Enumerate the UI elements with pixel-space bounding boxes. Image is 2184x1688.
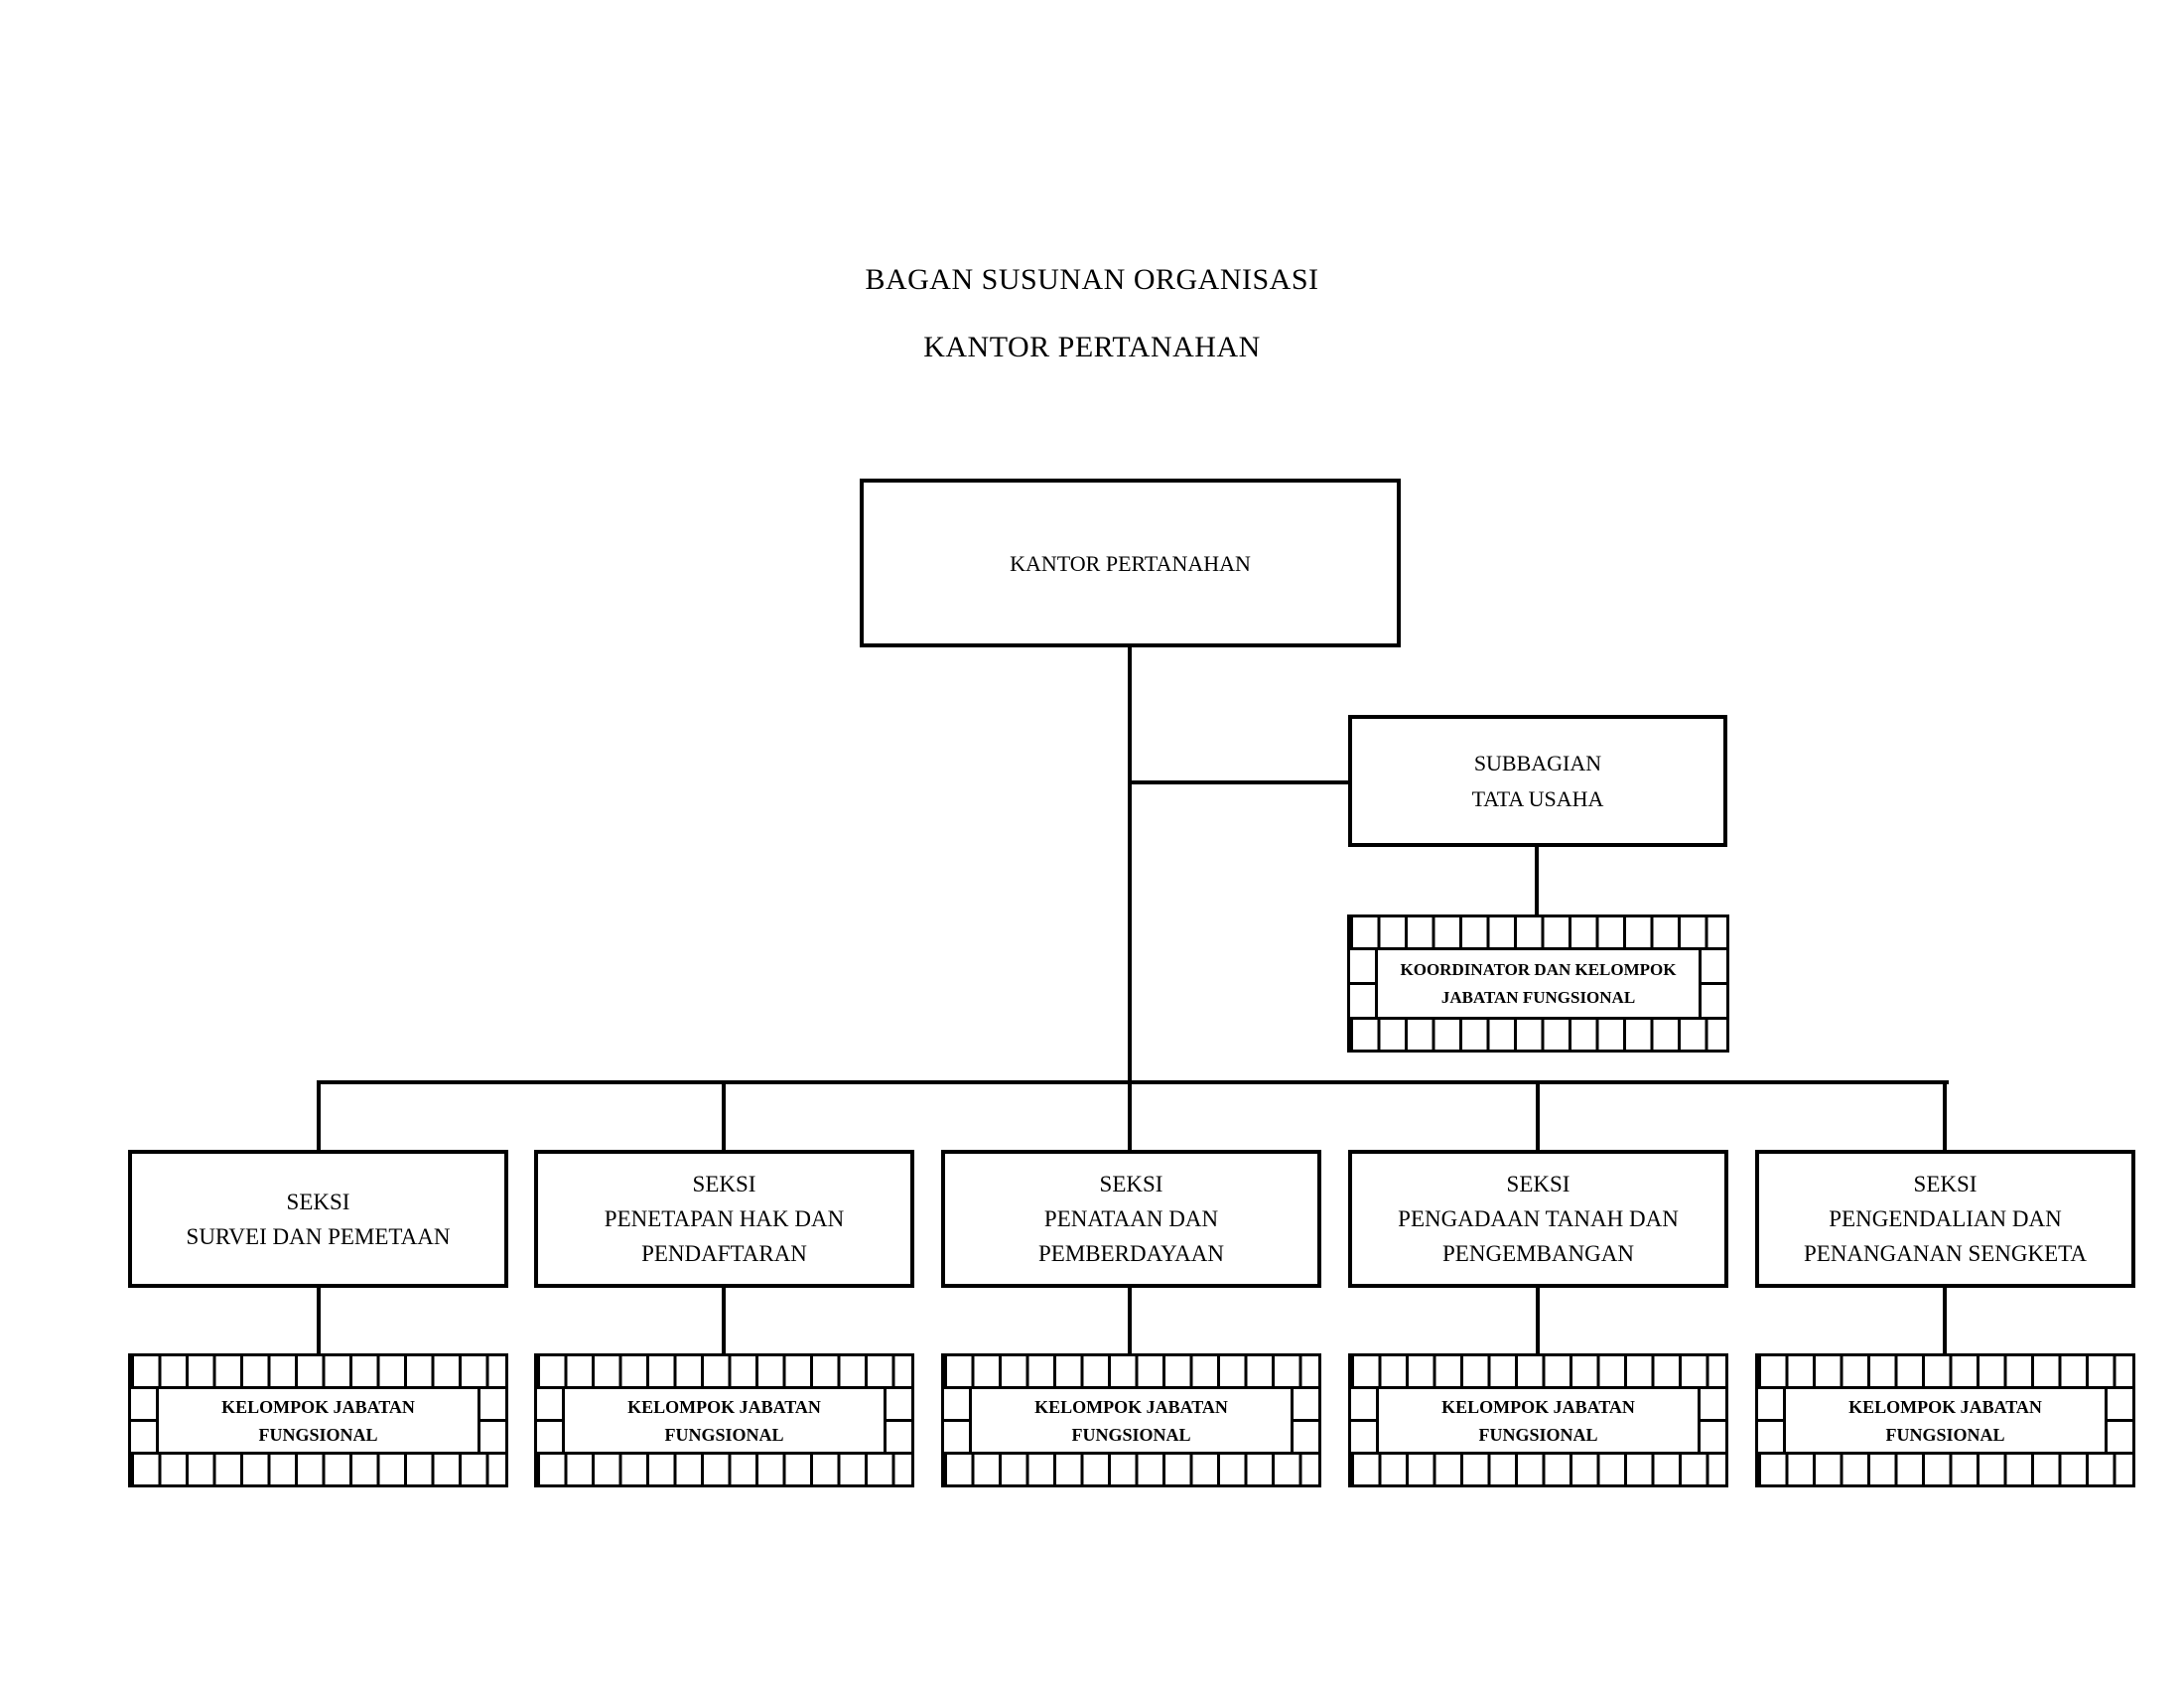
label-line: FUNGSIONAL (1885, 1424, 2005, 1445)
label-line: PENATAAN DAN (1043, 1206, 1219, 1231)
connector-stub-kelompok-4 (1536, 1286, 1540, 1355)
label-line: KELOMPOK JABATAN (1848, 1396, 2042, 1417)
label-line: SEKSI (1506, 1172, 1570, 1196)
connector-stub-kelompok-5 (1943, 1286, 1947, 1355)
box-kelompok-jabatan-fungsional-4 (1348, 1353, 1728, 1487)
box-kantor-pertanahan (860, 479, 1401, 647)
label-line: KELOMPOK JABATAN (221, 1396, 415, 1417)
connector-stub-kelompok-2 (722, 1286, 726, 1355)
label-line: SEKSI (692, 1172, 756, 1196)
label-line: KELOMPOK JABATAN (1034, 1396, 1228, 1417)
box-kelompok-jabatan-fungsional-5 (1755, 1353, 2135, 1487)
hatch-right-column (1699, 950, 1726, 1017)
hatch-bottom-strip (537, 1452, 911, 1484)
kelompok-label (1379, 1389, 1698, 1452)
hatch-right-column (2105, 1389, 2132, 1452)
hatch-top-strip (1350, 917, 1726, 950)
box-subbagian-tata-usaha (1348, 715, 1727, 847)
box-koordinator-jabatan-fungsional (1347, 914, 1729, 1053)
label-line: FUNGSIONAL (258, 1424, 378, 1445)
connector-trunk-vertical (1128, 645, 1132, 1084)
chart-title-line1: BAGAN SUSUNAN ORGANISASI (865, 263, 1319, 296)
kelompok-label (565, 1389, 884, 1452)
label-line: PENGEMBANGAN (1442, 1241, 1634, 1266)
label-line: KOORDINATOR DAN KELOMPOK (1400, 959, 1677, 979)
label-line: SEKSI (286, 1189, 350, 1214)
hatch-bottom-strip (1758, 1452, 2132, 1484)
label-line: PENANGANAN SENGKETA (1803, 1241, 2087, 1266)
connector-stub-seksi-2 (722, 1082, 726, 1152)
koordinator-label (1378, 950, 1699, 1017)
hatch-left-column (944, 1389, 972, 1452)
hatch-bottom-strip (1350, 1017, 1726, 1050)
chart-title-line2: KANTOR PERTANAHAN (923, 331, 1261, 363)
hatch-top-strip (537, 1356, 911, 1389)
connector-stub-kelompok-1 (317, 1286, 321, 1355)
hatch-right-column (884, 1389, 911, 1452)
hatch-top-strip (1758, 1356, 2132, 1389)
hatch-left-column (1758, 1389, 1786, 1452)
label-line: SEKSI (1913, 1172, 1978, 1196)
label-line: SURVEI DAN PEMETAAN (186, 1223, 451, 1249)
kelompok-label (972, 1389, 1291, 1452)
hatch-top-strip (131, 1356, 505, 1389)
hatch-top-strip (1351, 1356, 1725, 1389)
box-kelompok-jabatan-fungsional-2 (534, 1353, 914, 1487)
connector-stub-seksi-3 (1128, 1082, 1132, 1152)
hatch-right-column (1291, 1389, 1318, 1452)
hatch-left-column (1351, 1389, 1379, 1452)
label-line: FUNGSIONAL (1478, 1424, 1598, 1445)
box-seksi-penataan-dan-pemberdayaan (941, 1150, 1321, 1288)
label-line: KELOMPOK JABATAN (627, 1396, 821, 1417)
label-line: SEKSI (1099, 1172, 1163, 1196)
hatch-bottom-strip (131, 1452, 505, 1484)
connector-subbagian-to-koordinator (1535, 845, 1539, 916)
label-line: KELOMPOK JABATAN (1441, 1396, 1635, 1417)
label-line: PENGENDALIAN DAN (1829, 1206, 2062, 1231)
label-line: FUNGSIONAL (664, 1424, 784, 1445)
label-line: FUNGSIONAL (1071, 1424, 1191, 1445)
label-line: PENDAFTARAN (641, 1241, 807, 1266)
label-line: KANTOR PERTANAHAN (1010, 550, 1251, 576)
kelompok-label (1786, 1389, 2105, 1452)
box-seksi-pengendalian-dan-penanganan-sengketa (1755, 1150, 2135, 1288)
connector-stub-seksi-5 (1943, 1082, 1947, 1152)
connector-stub-kelompok-3 (1128, 1286, 1132, 1355)
hatch-right-column (1698, 1389, 1725, 1452)
connector-distribution-horizontal (317, 1080, 1949, 1084)
hatch-bottom-strip (944, 1452, 1318, 1484)
hatch-left-column (131, 1389, 159, 1452)
label-line: PEMBERDAYAAN (1037, 1241, 1225, 1266)
hatch-right-column (478, 1389, 505, 1452)
label-line: PENGADAAN TANAH DAN (1398, 1206, 1679, 1231)
label-line: JABATAN FUNGSIONAL (1440, 987, 1636, 1007)
label-line: PENETAPAN HAK DAN (604, 1206, 845, 1231)
hatch-left-column (537, 1389, 565, 1452)
box-seksi-survei-dan-pemetaan (128, 1150, 508, 1288)
hatch-bottom-strip (1351, 1452, 1725, 1484)
connector-subbagian-horizontal (1130, 780, 1350, 784)
label-line: TATA USAHA (1471, 785, 1604, 811)
box-seksi-penetapan-hak-dan-pendaftaran (534, 1150, 914, 1288)
box-kelompok-jabatan-fungsional-3 (941, 1353, 1321, 1487)
box-seksi-pengadaan-tanah-dan-pengembangan (1348, 1150, 1728, 1288)
box-kelompok-jabatan-fungsional-1 (128, 1353, 508, 1487)
connector-stub-seksi-4 (1536, 1082, 1540, 1152)
kelompok-label (159, 1389, 478, 1452)
connector-stub-seksi-1 (317, 1082, 321, 1152)
hatch-left-column (1350, 950, 1378, 1017)
hatch-top-strip (944, 1356, 1318, 1389)
label-line: SUBBAGIAN (1473, 750, 1602, 775)
